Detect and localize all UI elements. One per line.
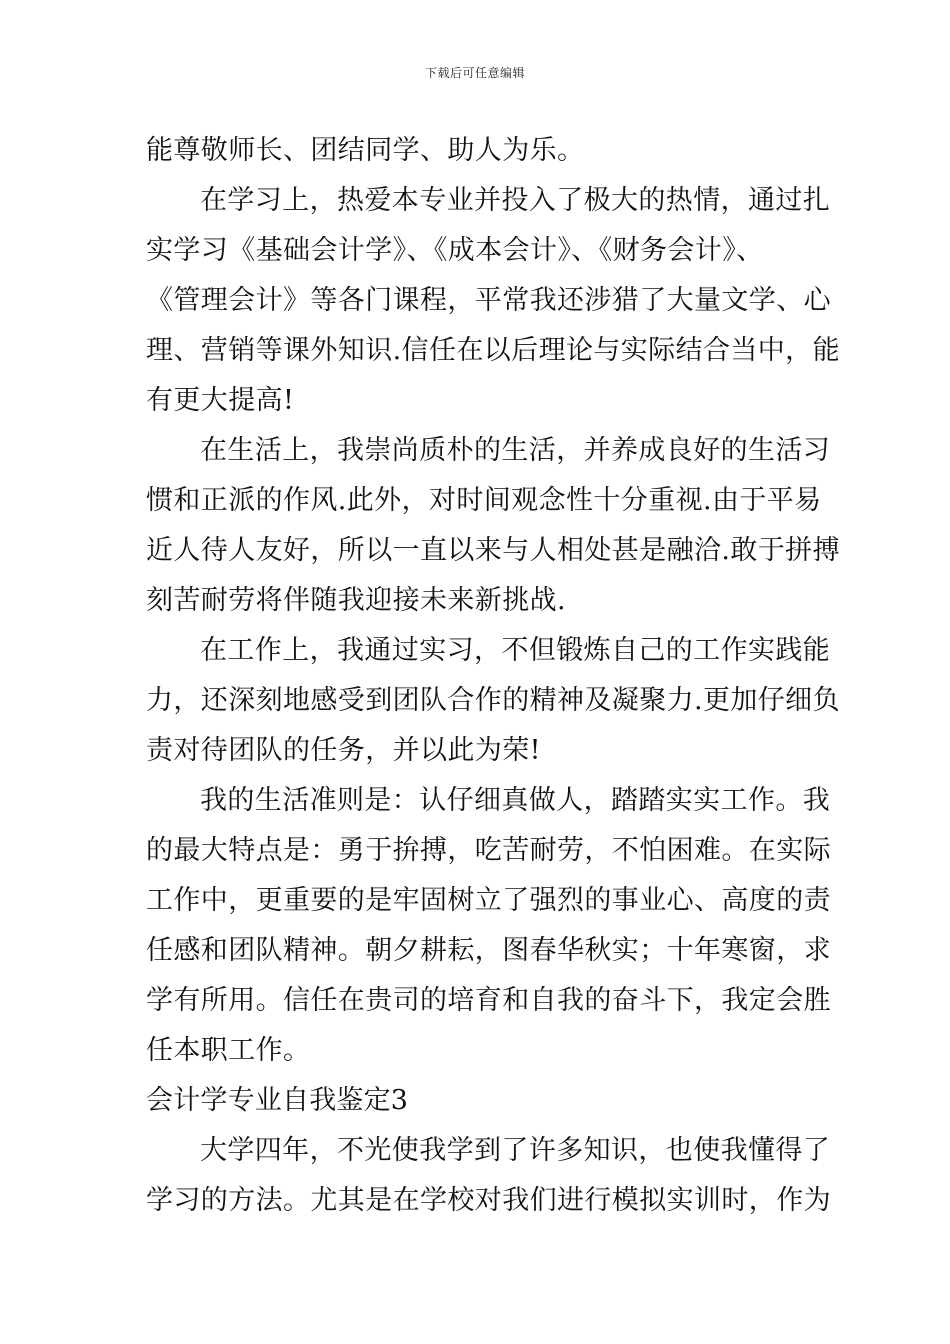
text-line: 近人待人友好，所以一直以来与人相处甚是融洽.敢于拼搏 xyxy=(146,535,840,566)
header-note: 下载后可任意编辑 xyxy=(424,66,525,80)
text-line: 力，还深刻地感受到团队合作的精神及凝聚力.更加仔细负 xyxy=(146,685,840,716)
text-line: 能尊敬师长、团结同学、助人为乐。 xyxy=(146,135,585,166)
text-line: 任本职工作。 xyxy=(146,1035,311,1066)
section-heading: 会计学专业自我鉴定3 xyxy=(146,1085,409,1116)
document-body xyxy=(146,126,840,1226)
text-line: 理、营销等课外知识.信任在以后理论与实际结合当中，能 xyxy=(146,335,840,366)
paragraph-line: 在生活上，我崇尚质朴的生活，并养成良好的生活习 xyxy=(200,435,831,466)
text-line: 实学习《基础会计学》、《成本会计》、《财务会计》、 xyxy=(146,235,764,266)
text-line: 学有所用。信任在贵司的培育和自我的奋斗下，我定会胜 xyxy=(146,985,831,1016)
text-line: 学习的方法。尤其是在学校对我们进行模拟实训时，作为 xyxy=(146,1185,831,1216)
paragraph-line: 大学四年，不光使我学到了许多知识，也使我懂得了 xyxy=(200,1135,831,1166)
text-line: 任感和团队精神。朝夕耕耘，图春华秋实；十年寒窗，求 xyxy=(146,935,831,966)
paragraph-line: 在工作上，我通过实习，不但锻炼自己的工作实践能 xyxy=(200,635,831,666)
paragraph-line: 在学习上，热爱本专业并投入了极大的热情，通过扎 xyxy=(200,185,831,216)
text-line: 刻苦耐劳将伴随我迎接未来新挑战. xyxy=(146,585,566,616)
text-line: 工作中，更重要的是牢固树立了强烈的事业心、高度的责 xyxy=(146,885,831,916)
text-line: 惯和正派的作风.此外，对时间观念性十分重视.由于平易 xyxy=(146,485,822,516)
text-line: 的最大特点是：勇于拚搏，吃苦耐劳，不怕困难。在实际 xyxy=(146,835,831,866)
paragraph-line: 我的生活准则是：认仔细真做人，踏踏实实工作。我 xyxy=(200,785,831,816)
text-line: 《管理会计》等各门课程，平常我还涉猎了大量文学、心 xyxy=(146,285,831,316)
text-line: 责对待团队的任务，并以此为荣! xyxy=(146,735,541,766)
text-line: 有更大提高! xyxy=(146,385,295,416)
